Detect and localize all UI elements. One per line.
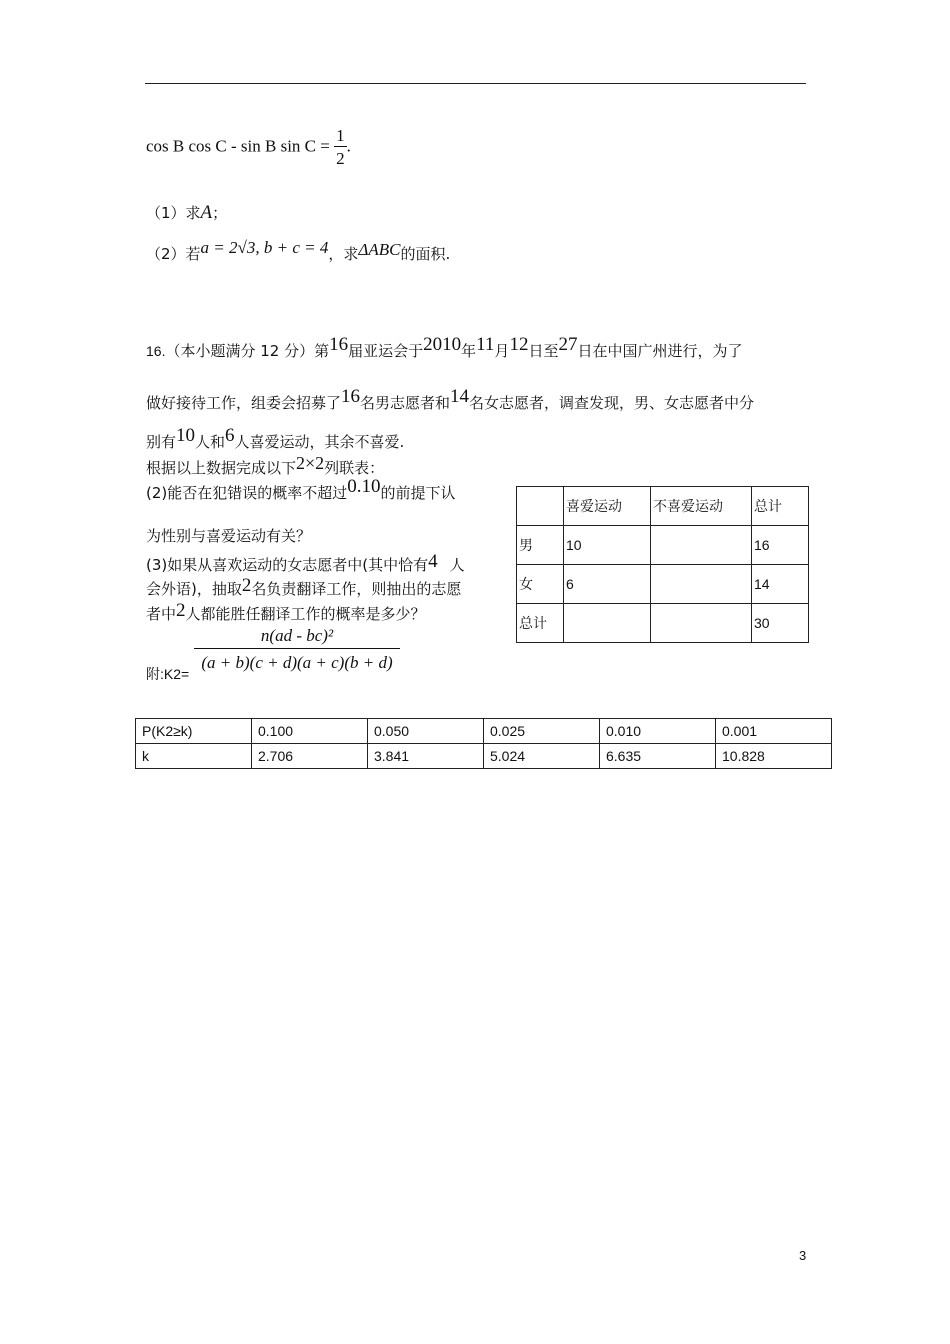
table-cell: 14: [752, 565, 809, 604]
q16-n16: 16: [329, 334, 349, 355]
table-cell: [564, 604, 651, 643]
q16-p3d: 名负责翻译工作，则抽出的志愿: [251, 580, 462, 598]
table-cell: 10: [564, 526, 651, 565]
q16-line3a: 别有: [146, 433, 177, 451]
q16-n4: 4: [428, 551, 438, 572]
q16-line3c: 人喜爱运动，其余不喜爱.: [234, 433, 405, 451]
q16-month: 11: [476, 334, 495, 355]
table-cell: 6.635: [600, 744, 716, 769]
q16-p3e: 者中: [146, 605, 177, 623]
q16-number: 16.: [146, 343, 166, 359]
q16-line3b: 人和: [195, 433, 226, 451]
table-row: [136, 719, 832, 744]
part2-line: [146, 238, 451, 264]
table-cell: 10.828: [716, 744, 832, 769]
table-header-cell: 不喜爱运动: [651, 487, 752, 526]
table-cell: [651, 526, 752, 565]
table-header-cell: 总计: [752, 487, 809, 526]
q16-m16: 16: [341, 386, 361, 407]
q16-line2: [146, 386, 755, 414]
table-cell: [651, 565, 752, 604]
page-number: 3: [799, 1248, 807, 1263]
q16-p2b: 的前提下认: [380, 484, 456, 502]
part2-suffix: 的面积.: [400, 245, 451, 263]
q16-t4: 日至: [528, 342, 559, 360]
q16-p2a: (2)能否在犯错误的概率不超过: [146, 484, 348, 502]
header-rule: [145, 83, 806, 84]
k2-label: 附:K2=: [146, 666, 190, 682]
table-row: [517, 526, 809, 565]
part2-condition: a = 2√3, b + c = 4: [200, 238, 329, 257]
part2-triangle: ΔABC: [358, 240, 401, 259]
part1-var: A: [200, 202, 213, 223]
table-cell: 3.841: [368, 744, 484, 769]
q16-p3c: 会外语)，抽取: [146, 580, 242, 598]
q16-part3-line1: [146, 551, 465, 576]
table-row-label: 总计: [517, 604, 564, 643]
table-cell: 5.024: [484, 744, 600, 769]
q16-t2: 年: [461, 342, 477, 360]
q16-n10: 10: [176, 425, 196, 446]
table-row: [136, 744, 832, 769]
q16-day: 12: [509, 334, 529, 355]
part2-prefix: （2）若: [146, 245, 201, 263]
part1-line: [146, 202, 227, 224]
q16-p3f: 人都能胜任翻译工作的概率是多少？: [185, 605, 426, 623]
q16-t5: 日在中国广州进行，为了: [577, 342, 743, 360]
q16-part2-line1: [146, 476, 456, 504]
formula-numerator: 1: [336, 126, 345, 145]
k2-fraction: [194, 626, 400, 673]
part2-mid: ，求: [328, 245, 359, 263]
table-row: [517, 487, 809, 526]
q16-line2b: 名男志愿者和: [360, 394, 451, 412]
q16-dims: 2×2: [296, 453, 325, 473]
formula-end: .: [346, 136, 351, 156]
table-cell: P(K2≥k): [136, 719, 252, 744]
q16-line4: [146, 453, 385, 478]
table-cell: 0.025: [484, 719, 600, 744]
q16-line2a: 做好接待工作，组委会招募了: [146, 394, 342, 412]
q16-line4b: 列联表：: [324, 459, 385, 477]
formula-denominator: 2: [336, 149, 345, 168]
critical-value-table: [135, 718, 832, 769]
formula-fraction: [334, 126, 347, 169]
k2-numerator: n(ad - bc)²: [194, 626, 400, 649]
table-row-label: 女: [517, 565, 564, 604]
q16-n2b: 2: [176, 600, 186, 621]
q16-n6: 6: [225, 425, 235, 446]
part1-prefix: （1）求: [146, 204, 201, 222]
q16-day2: 27: [558, 334, 578, 355]
table-row: [517, 565, 809, 604]
q16-part3-line3: [146, 600, 426, 625]
contingency-table: [516, 486, 809, 643]
q16-p3a: (3)如果从喜欢运动的女志愿者中(其中恰有: [146, 556, 429, 574]
formula-lhs: cos B cos C - sin B sin C =: [146, 136, 330, 156]
q16-alpha: 0.10: [347, 476, 381, 497]
q16-line3: [146, 425, 405, 453]
part1-suffix: ；: [212, 204, 228, 222]
table-cell: 30: [752, 604, 809, 643]
q16-line4a: 根据以上数据完成以下: [146, 459, 297, 477]
q16-f14: 14: [450, 386, 470, 407]
table-cell: 16: [752, 526, 809, 565]
table-cell: [651, 604, 752, 643]
q16-t3: 月: [494, 342, 510, 360]
table-cell: 0.010: [600, 719, 716, 744]
table-cell: 2.706: [252, 744, 368, 769]
q16-p3b: 人: [449, 556, 465, 574]
table-row-label: 男: [517, 526, 564, 565]
top-formula: [146, 126, 351, 169]
table-header-cell: 喜爱运动: [564, 487, 651, 526]
table-cell: k: [136, 744, 252, 769]
q16-points: （本小题满分 12 分）第: [165, 342, 330, 360]
q16-year: 2010: [423, 334, 462, 355]
q16-line1: [146, 334, 743, 362]
q16-n2: 2: [241, 575, 252, 596]
q16-part3-line2: [146, 575, 462, 600]
table-cell: 0.100: [252, 719, 368, 744]
q16-line2c: 名女志愿者，调查发现，男、女志愿者中分: [469, 394, 755, 412]
table-row: [517, 604, 809, 643]
q16-t1: 届亚运会于: [348, 342, 424, 360]
k2-denominator: (a + b)(c + d)(a + c)(b + d): [201, 653, 393, 672]
table-cell: [517, 487, 564, 526]
table-cell: 0.050: [368, 719, 484, 744]
table-cell: 0.001: [716, 719, 832, 744]
q16-part2-line2: 为性别与喜爱运动有关？: [146, 527, 312, 545]
table-cell: 6: [564, 565, 651, 604]
